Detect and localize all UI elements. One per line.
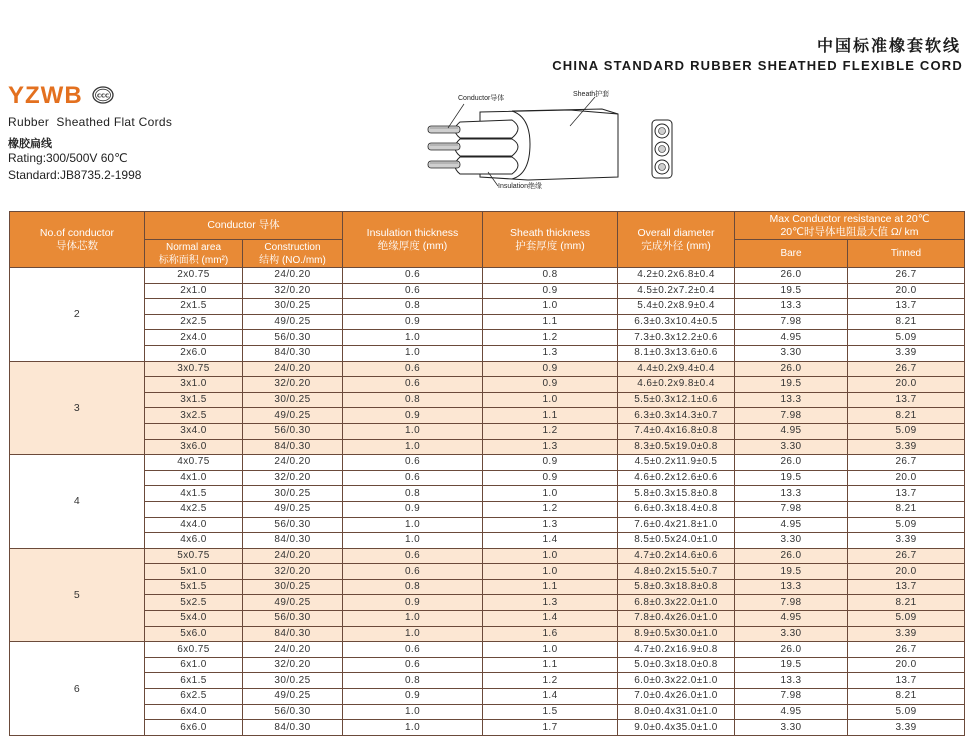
cell-sheath: 0.9 [483, 361, 618, 377]
cell-bare: 26.0 [735, 268, 848, 284]
cell-tinned: 20.0 [848, 283, 965, 299]
cell-insulation: 0.6 [343, 377, 483, 393]
cell-construction: 32/0.20 [243, 283, 343, 299]
cell-insulation: 1.0 [343, 345, 483, 361]
cable-cross-section-diagram [420, 82, 690, 197]
header-construction: Construction 结构 (NO./mm) [243, 240, 343, 268]
cell-construction: 84/0.30 [243, 439, 343, 455]
cell-area: 4x6.0 [145, 533, 243, 549]
cell-bare: 3.30 [735, 720, 848, 736]
cell-bare: 26.0 [735, 455, 848, 471]
cell-construction: 32/0.20 [243, 470, 343, 486]
cell-insulation: 1.0 [343, 330, 483, 346]
cell-construction: 56/0.30 [243, 611, 343, 627]
cell-construction: 32/0.20 [243, 657, 343, 673]
table-row [10, 720, 965, 736]
cell-tinned: 3.39 [848, 720, 965, 736]
cell-tinned: 20.0 [848, 657, 965, 673]
cell-overall-diameter: 4.7±0.2x16.9±0.8 [618, 642, 735, 658]
table-row [10, 439, 965, 455]
product-standard: Standard:JB8735.2-1998 [8, 168, 142, 182]
cell-sheath: 1.1 [483, 657, 618, 673]
cell-overall-diameter: 6.3±0.3x10.4±0.5 [618, 314, 735, 330]
cell-overall-diameter: 4.6±0.2x12.6±0.6 [618, 470, 735, 486]
table-row [10, 408, 965, 424]
cell-bare: 26.0 [735, 361, 848, 377]
cell-tinned: 3.39 [848, 533, 965, 549]
cell-sheath: 1.3 [483, 595, 618, 611]
cell-sheath: 1.2 [483, 423, 618, 439]
cell-construction: 32/0.20 [243, 377, 343, 393]
cell-area: 3x1.5 [145, 392, 243, 408]
page-title-cn: 中国标准橡套软线 [816, 36, 961, 55]
header-overall-diameter: Overall diameter 完成外径 (mm) [618, 212, 735, 268]
cell-bare: 13.3 [735, 392, 848, 408]
cell-area: 6x1.5 [145, 673, 243, 689]
cell-sheath: 0.9 [483, 470, 618, 486]
cell-sheath: 1.0 [483, 548, 618, 564]
cell-area: 2x2.5 [145, 314, 243, 330]
cell-area: 4x1.0 [145, 470, 243, 486]
cell-area: 2x4.0 [145, 330, 243, 346]
cell-construction: 30/0.25 [243, 579, 343, 595]
cell-bare: 26.0 [735, 548, 848, 564]
cell-tinned: 8.21 [848, 595, 965, 611]
cell-overall-diameter: 4.8±0.2x15.5±0.7 [618, 564, 735, 580]
cell-sheath: 1.1 [483, 408, 618, 424]
cell-sheath: 0.9 [483, 283, 618, 299]
table-row [10, 689, 965, 705]
cell-construction: 24/0.20 [243, 548, 343, 564]
cell-insulation: 1.0 [343, 533, 483, 549]
page-title-en: CHINA STANDARD RUBBER SHEATHED FLEXIBLE CORD [552, 58, 963, 73]
cell-bare: 13.3 [735, 486, 848, 502]
cell-sheath: 0.9 [483, 377, 618, 393]
cell-overall-diameter: 4.6±0.2x9.8±0.4 [618, 377, 735, 393]
cell-bare: 7.98 [735, 689, 848, 705]
cell-bare: 3.30 [735, 439, 848, 455]
cell-sheath: 1.3 [483, 439, 618, 455]
header-num-conductor: No.of conductor 导体芯数 [10, 212, 145, 268]
cell-insulation: 0.8 [343, 673, 483, 689]
cell-tinned: 5.09 [848, 611, 965, 627]
table-row [10, 283, 965, 299]
cell-bare: 19.5 [735, 564, 848, 580]
cell-overall-diameter: 4.7±0.2x14.6±0.6 [618, 548, 735, 564]
cell-construction: 84/0.30 [243, 626, 343, 642]
cell-sheath: 1.4 [483, 611, 618, 627]
cell-sheath: 1.0 [483, 392, 618, 408]
cell-construction: 49/0.25 [243, 314, 343, 330]
cell-insulation: 1.0 [343, 704, 483, 720]
cell-tinned: 26.7 [848, 548, 965, 564]
cell-overall-diameter: 5.8±0.3x18.8±0.8 [618, 579, 735, 595]
cell-insulation: 0.6 [343, 642, 483, 658]
cell-overall-diameter: 7.3±0.3x12.2±0.6 [618, 330, 735, 346]
svg-text:CCC: CCC [96, 93, 110, 100]
cell-overall-diameter: 6.3±0.3x14.3±0.7 [618, 408, 735, 424]
cell-insulation: 0.9 [343, 314, 483, 330]
cell-construction: 49/0.25 [243, 501, 343, 517]
cell-tinned: 8.21 [848, 689, 965, 705]
cell-cores: 5 [10, 548, 145, 642]
cell-construction: 84/0.30 [243, 345, 343, 361]
cell-insulation: 1.0 [343, 439, 483, 455]
cell-area: 5x1.0 [145, 564, 243, 580]
cell-overall-diameter: 6.8±0.3x22.0±1.0 [618, 595, 735, 611]
cell-bare: 19.5 [735, 657, 848, 673]
cell-tinned: 8.21 [848, 501, 965, 517]
cell-bare: 13.3 [735, 673, 848, 689]
cell-overall-diameter: 5.8±0.3x15.8±0.8 [618, 486, 735, 502]
product-name-cn: 橡胶扁线 [8, 137, 52, 150]
cell-bare: 19.5 [735, 377, 848, 393]
cell-insulation: 0.8 [343, 579, 483, 595]
cell-sheath: 1.2 [483, 673, 618, 689]
cell-insulation: 1.0 [343, 720, 483, 736]
cell-area: 5x1.5 [145, 579, 243, 595]
cell-tinned: 8.21 [848, 314, 965, 330]
header-tinned: Tinned [848, 240, 965, 268]
cell-bare: 3.30 [735, 533, 848, 549]
insulation-label: Insulation绝缘 [498, 183, 542, 190]
cell-sheath: 1.0 [483, 564, 618, 580]
table-row [10, 392, 965, 408]
cell-overall-diameter: 7.8±0.4x26.0±1.0 [618, 611, 735, 627]
cell-sheath: 1.0 [483, 299, 618, 315]
table-row [10, 704, 965, 720]
cell-bare: 4.95 [735, 423, 848, 439]
cell-tinned: 13.7 [848, 392, 965, 408]
cell-area: 6x2.5 [145, 689, 243, 705]
cell-overall-diameter: 8.1±0.3x13.6±0.6 [618, 345, 735, 361]
cell-construction: 56/0.30 [243, 330, 343, 346]
table-row [10, 564, 965, 580]
cell-tinned: 5.09 [848, 704, 965, 720]
cell-cores: 6 [10, 642, 145, 736]
cell-insulation: 1.0 [343, 517, 483, 533]
cell-sheath: 1.6 [483, 626, 618, 642]
cell-tinned: 5.09 [848, 517, 965, 533]
cell-construction: 32/0.20 [243, 564, 343, 580]
cell-sheath: 1.2 [483, 501, 618, 517]
cell-area: 5x2.5 [145, 595, 243, 611]
sheath-label: Sheath护套 [573, 91, 610, 98]
table-row [10, 455, 965, 471]
table-row [10, 533, 965, 549]
cell-area: 5x0.75 [145, 548, 243, 564]
cell-insulation: 1.0 [343, 626, 483, 642]
cell-area: 3x6.0 [145, 439, 243, 455]
table-row [10, 611, 965, 627]
cell-bare: 7.98 [735, 501, 848, 517]
cell-tinned: 26.7 [848, 361, 965, 377]
cell-overall-diameter: 7.6±0.4x21.8±1.0 [618, 517, 735, 533]
cell-sheath: 1.0 [483, 642, 618, 658]
cell-sheath: 0.9 [483, 455, 618, 471]
cell-insulation: 0.6 [343, 548, 483, 564]
header-resistance: Max Conductor resistance at 20℃ 20℃时导体电阻最大值 Ω/ km [735, 212, 965, 240]
cell-area: 6x6.0 [145, 720, 243, 736]
cell-tinned: 8.21 [848, 408, 965, 424]
cell-construction: 30/0.25 [243, 299, 343, 315]
cell-cores: 3 [10, 361, 145, 455]
cell-overall-diameter: 7.4±0.4x16.8±0.8 [618, 423, 735, 439]
table-row [10, 642, 965, 658]
cell-overall-diameter: 5.5±0.3x12.1±0.6 [618, 392, 735, 408]
table-row [10, 314, 965, 330]
cell-tinned: 26.7 [848, 268, 965, 284]
cell-insulation: 1.0 [343, 611, 483, 627]
cell-construction: 49/0.25 [243, 408, 343, 424]
cell-overall-diameter: 4.4±0.2x9.4±0.4 [618, 361, 735, 377]
cell-insulation: 0.8 [343, 392, 483, 408]
cell-bare: 19.5 [735, 283, 848, 299]
cell-overall-diameter: 4.5±0.2x7.2±0.4 [618, 283, 735, 299]
ccc-certification-icon [92, 86, 114, 104]
cell-area: 2x1.0 [145, 283, 243, 299]
cell-area: 4x2.5 [145, 501, 243, 517]
cell-insulation: 0.8 [343, 486, 483, 502]
table-row [10, 673, 965, 689]
cell-construction: 84/0.30 [243, 720, 343, 736]
table-row [10, 595, 965, 611]
product-name-en: Rubber Sheathed Flat Cords [8, 115, 173, 129]
cell-overall-diameter: 7.0±0.4x26.0±1.0 [618, 689, 735, 705]
product-rating: Rating:300/500V 60℃ [8, 151, 128, 165]
cell-tinned: 3.39 [848, 345, 965, 361]
cell-tinned: 20.0 [848, 564, 965, 580]
cell-tinned: 3.39 [848, 439, 965, 455]
cell-insulation: 0.9 [343, 501, 483, 517]
cell-overall-diameter: 4.2±0.2x6.8±0.4 [618, 268, 735, 284]
cell-overall-diameter: 9.0±0.4x35.0±1.0 [618, 720, 735, 736]
cell-construction: 49/0.25 [243, 689, 343, 705]
table-row [10, 579, 965, 595]
cell-overall-diameter: 8.0±0.4x31.0±1.0 [618, 704, 735, 720]
table-row [10, 657, 965, 673]
cell-sheath: 1.3 [483, 517, 618, 533]
header-insulation: Insulation thickness 绝缘厚度 (mm) [343, 212, 483, 268]
header-conductor: Conductor 导体 [145, 212, 343, 240]
table-row [10, 501, 965, 517]
cell-insulation: 0.6 [343, 657, 483, 673]
header-sheath: Sheath thickness 护套厚度 (mm) [483, 212, 618, 268]
cell-insulation: 0.6 [343, 564, 483, 580]
cell-construction: 24/0.20 [243, 455, 343, 471]
cell-tinned: 20.0 [848, 377, 965, 393]
cell-overall-diameter: 5.0±0.3x18.0±0.8 [618, 657, 735, 673]
cell-overall-diameter: 6.6±0.3x18.4±0.8 [618, 501, 735, 517]
cell-sheath: 1.5 [483, 704, 618, 720]
cell-bare: 26.0 [735, 642, 848, 658]
cell-sheath: 1.0 [483, 486, 618, 502]
cell-cores: 4 [10, 455, 145, 549]
cell-construction: 30/0.25 [243, 486, 343, 502]
cell-insulation: 0.6 [343, 283, 483, 299]
header-bare: Bare [735, 240, 848, 268]
table-row [10, 299, 965, 315]
conductor-label: Conductor导体 [458, 95, 505, 102]
cell-tinned: 13.7 [848, 486, 965, 502]
cell-insulation: 0.6 [343, 361, 483, 377]
table-row [10, 517, 965, 533]
cell-bare: 7.98 [735, 314, 848, 330]
cell-bare: 3.30 [735, 626, 848, 642]
cell-insulation: 0.6 [343, 268, 483, 284]
cell-area: 4x1.5 [145, 486, 243, 502]
table-row [10, 626, 965, 642]
cell-insulation: 1.0 [343, 423, 483, 439]
table-row [10, 330, 965, 346]
cell-overall-diameter: 5.4±0.2x8.9±0.4 [618, 299, 735, 315]
cell-area: 5x6.0 [145, 626, 243, 642]
cell-construction: 49/0.25 [243, 595, 343, 611]
cell-bare: 7.98 [735, 595, 848, 611]
cell-area: 6x1.0 [145, 657, 243, 673]
spec-table [9, 211, 965, 736]
cell-bare: 3.30 [735, 345, 848, 361]
cell-area: 2x1.5 [145, 299, 243, 315]
cell-cores: 2 [10, 268, 145, 362]
cell-construction: 24/0.20 [243, 642, 343, 658]
cell-area: 6x0.75 [145, 642, 243, 658]
cell-overall-diameter: 6.0±0.3x22.0±1.0 [618, 673, 735, 689]
table-row [10, 486, 965, 502]
product-model: YZWB [8, 82, 83, 109]
cell-insulation: 0.6 [343, 455, 483, 471]
cell-bare: 4.95 [735, 704, 848, 720]
cell-area: 3x0.75 [145, 361, 243, 377]
table-row [10, 345, 965, 361]
cell-sheath: 1.7 [483, 720, 618, 736]
cell-overall-diameter: 8.9±0.5x30.0±1.0 [618, 626, 735, 642]
cell-area: 3x1.0 [145, 377, 243, 393]
cell-area: 4x0.75 [145, 455, 243, 471]
cell-construction: 30/0.25 [243, 673, 343, 689]
cell-bare: 4.95 [735, 330, 848, 346]
cell-sheath: 1.2 [483, 330, 618, 346]
cell-tinned: 20.0 [848, 470, 965, 486]
cell-area: 5x4.0 [145, 611, 243, 627]
cell-tinned: 13.7 [848, 579, 965, 595]
cell-overall-diameter: 4.5±0.2x11.9±0.5 [618, 455, 735, 471]
cell-tinned: 5.09 [848, 423, 965, 439]
cell-sheath: 1.1 [483, 314, 618, 330]
cell-sheath: 1.4 [483, 689, 618, 705]
cell-insulation: 0.8 [343, 299, 483, 315]
cell-bare: 19.5 [735, 470, 848, 486]
cell-bare: 4.95 [735, 517, 848, 533]
cell-area: 3x4.0 [145, 423, 243, 439]
table-row [10, 423, 965, 439]
cell-sheath: 0.8 [483, 268, 618, 284]
cell-tinned: 26.7 [848, 642, 965, 658]
cell-construction: 30/0.25 [243, 392, 343, 408]
cell-area: 2x6.0 [145, 345, 243, 361]
cell-construction: 56/0.30 [243, 517, 343, 533]
cell-insulation: 0.9 [343, 595, 483, 611]
cell-construction: 84/0.30 [243, 533, 343, 549]
cell-sheath: 1.1 [483, 579, 618, 595]
cell-sheath: 1.3 [483, 345, 618, 361]
table-row [10, 268, 965, 284]
cell-construction: 24/0.20 [243, 268, 343, 284]
cell-tinned: 5.09 [848, 330, 965, 346]
table-row [10, 361, 965, 377]
cell-bare: 13.3 [735, 579, 848, 595]
cell-overall-diameter: 8.5±0.5x24.0±1.0 [618, 533, 735, 549]
cell-area: 6x4.0 [145, 704, 243, 720]
cell-tinned: 3.39 [848, 626, 965, 642]
cell-bare: 7.98 [735, 408, 848, 424]
table-row [10, 470, 965, 486]
cell-construction: 56/0.30 [243, 423, 343, 439]
cell-bare: 4.95 [735, 611, 848, 627]
cell-sheath: 1.4 [483, 533, 618, 549]
header-normal-area: Normal area 标称面积 (mm²) [145, 240, 243, 268]
cell-area: 4x4.0 [145, 517, 243, 533]
cell-overall-diameter: 8.3±0.5x19.0±0.8 [618, 439, 735, 455]
cell-bare: 13.3 [735, 299, 848, 315]
cell-construction: 56/0.30 [243, 704, 343, 720]
cell-area: 2x0.75 [145, 268, 243, 284]
table-row [10, 548, 965, 564]
cell-construction: 24/0.20 [243, 361, 343, 377]
cell-insulation: 0.9 [343, 689, 483, 705]
cell-tinned: 13.7 [848, 299, 965, 315]
cell-insulation: 0.6 [343, 470, 483, 486]
cell-tinned: 13.7 [848, 673, 965, 689]
table-row [10, 377, 965, 393]
cell-tinned: 26.7 [848, 455, 965, 471]
cell-area: 3x2.5 [145, 408, 243, 424]
cell-insulation: 0.9 [343, 408, 483, 424]
